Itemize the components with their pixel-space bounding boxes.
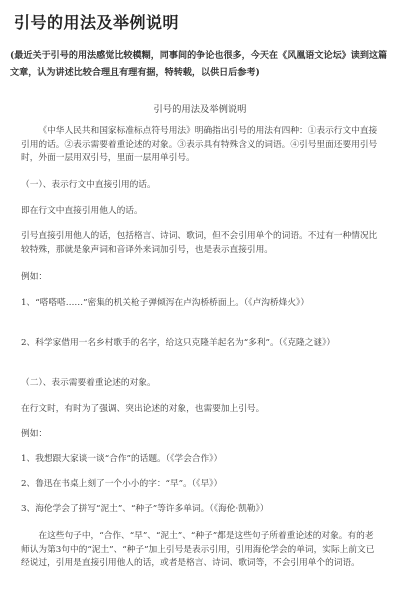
example-item: 1、我想跟大家谈一谈“合作”的话题。（《学会合作》） (21, 454, 223, 464)
paragraph: 在行文时，有时为了强调、突出论述的对象，也需要加上引号。 (21, 404, 265, 414)
example-item: 1、“嗒嗒嗒……”密集的机关枪子弹倾泻在卢沟桥桥面上。（《卢沟桥烽火》） (21, 298, 310, 308)
example-item: 2、科学家借用一名乡村歌手的名字，给这只克隆羊起名为“多利”。（《克隆之谜》） (21, 338, 336, 348)
paragraph-analysis: 在这些句子中，“合作、“早”、“泥土”、“种子”都是这些句子所着重论述的对象。有的老师认为第3句中的“泥土”、“种子”加上引号是表示引用，引用海伦学会的单词，实际上前文已经说过，引用是直接引用他人的话，或者是格言、诗词、歌词等，不会引用单个的词语。 (21, 531, 375, 569)
paragraph-overview: 《中华人民共和国家标准标点符号用法》明确指出引号的用法有四种：①表示行文中直接引用的话。②表示需要着重论述的对象。③表示具有特殊含义的词语。④引号里面还要用引号时，外面一层用双引号，里面一层用单引号。 (21, 126, 378, 164)
paragraph: 即在行文中直接引用他人的话。 (21, 206, 143, 216)
paragraph: 引号直接引用他人的话，包括格言、诗词、歌词，但不会引用单个的词语。不过有一种情况比较特殊，那就是象声词和音译外来词加引号，也是表示直接引用。 (21, 231, 378, 255)
example-label: 例如： (21, 429, 48, 439)
section-heading-2: （二）、表示需要着重论述的对象。 (21, 378, 156, 388)
repost-note: (最近关于引号的用法感觉比较模糊，同事间的争论也很多，今天在《风凰语文论坛》读到这篇文章，认为讲述比较合理且有理有据，特转载，以供日后参考) (10, 50, 388, 78)
article-heading: 引号的用法及举例说明 (153, 104, 247, 115)
section-heading-1: （一）、表示行文中直接引用的话。 (21, 180, 156, 190)
page-title: 引号的用法及举例说明 (14, 13, 180, 32)
example-label: 例如： (21, 272, 48, 282)
example-item: 2、鲁迅在书桌上刻了一个小小的字：“早”。（《早》） (21, 479, 223, 489)
example-item: 3、海伦学会了拼写“泥土”、“种子”等许多单词。（《海伦·凯勒》） (21, 504, 269, 514)
